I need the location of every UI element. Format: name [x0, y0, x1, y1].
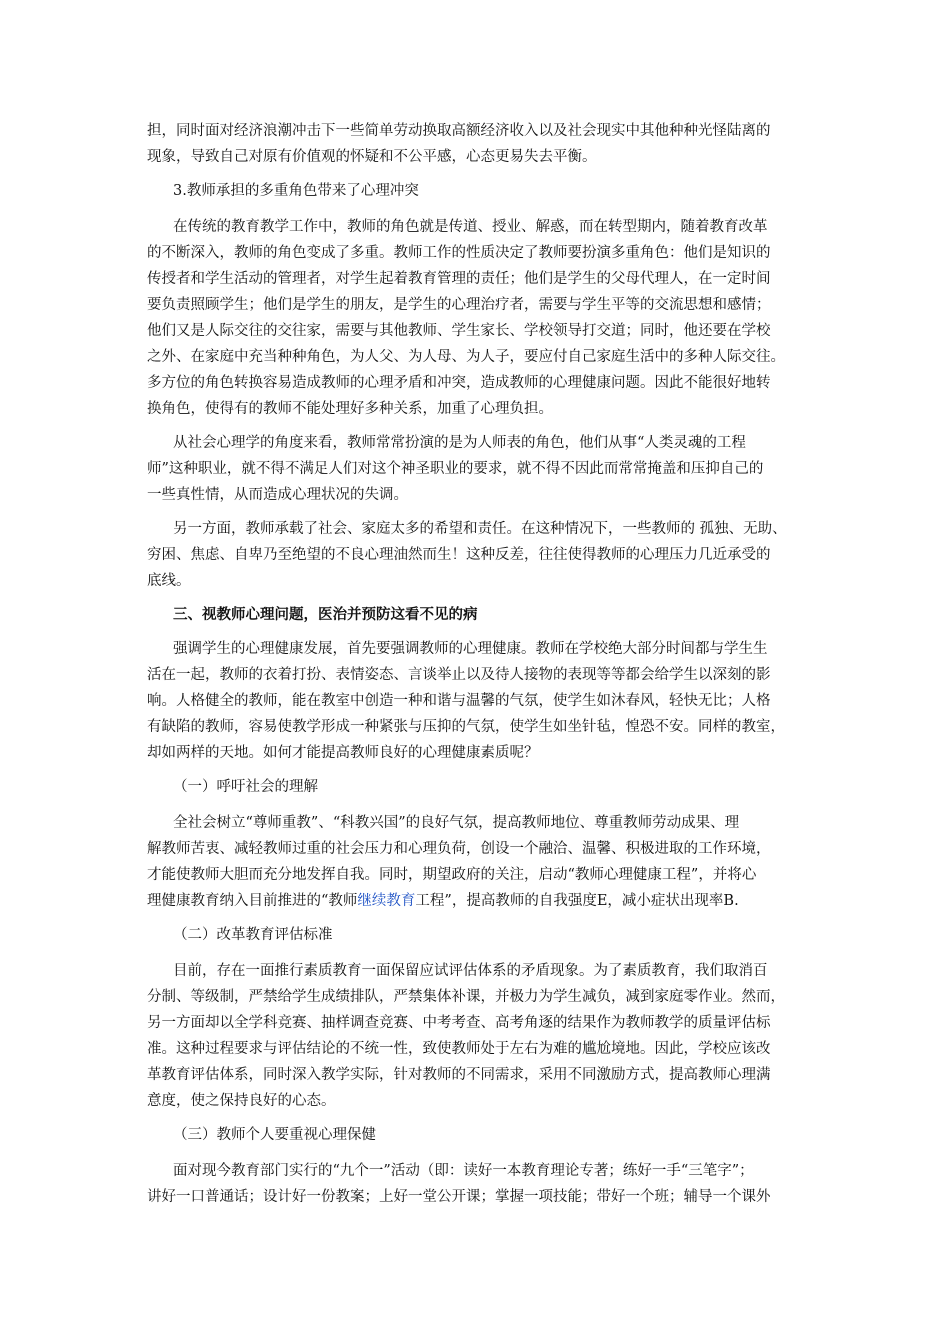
- text-line: 响。人格健全的教师，能在教室中创造一种和谐与温馨的气氛，使学生如沐春风，轻快无比；人格: [147, 693, 771, 709]
- paragraph-expectations: [147, 516, 803, 594]
- text-line: 从社会心理学的角度来看，教师常常扮演的是为人师表的角色，他们从事“人类灵魂的工程: [173, 435, 746, 451]
- paragraph-nine-ones: [147, 1158, 803, 1210]
- text-segment: 工程”，提高教师的自我强度E，减小症状出现率B.: [415, 893, 739, 909]
- section-heading-three: 三、视教师心理问题，医治并预防这看不见的病: [173, 606, 478, 623]
- text-line: 多方位的角色转换容易造成教师的心理矛盾和冲突，造成教师的心理健康问题。因此不能很好地转: [147, 375, 771, 391]
- text-line: 全社会树立“尊师重教”、“科教兴国”的良好气氛，提高教师地位、尊重教师劳动成果、理: [173, 815, 740, 831]
- text-line: 活在一起，教师的衣着打扮、表情姿态、言谈举止以及待人接物的表现等等都会给学生以深刻的影: [147, 667, 771, 683]
- text-line: 的不断深入，教师的角色变成了多重。教师工作的性质决定了教师要扮演多重角色：他们是知识的: [147, 245, 771, 261]
- text-line: 才能使教师大胆而充分地发挥自我。同时，期望政府的关注，启动“教师心理健康工程”，并将心: [147, 867, 757, 883]
- paragraph-value-conflict: [147, 118, 803, 170]
- paragraph-society-understanding: [147, 810, 803, 914]
- paragraph-teacher-mental-health: [147, 636, 803, 766]
- text-line: 分制、等级制，严禁给学生成绩排队，严禁集体补课，并极力为学生减负，减到家庭零作业。然而，: [147, 989, 785, 1005]
- continuing-education-link[interactable]: 继续教育: [357, 893, 416, 909]
- text-line: 一些真性情，从而造成心理状况的失调。: [147, 487, 408, 503]
- sub-heading-two: （二）改革教育评估标准: [173, 927, 333, 943]
- text-line: 要负责照顾学生；他们是学生的朋友，是学生的心理治疗者，需要与学生平等的交流思想和感情；: [147, 297, 771, 313]
- heading-multiple-roles: 3.教师承担的多重角色带来了心理冲突: [173, 183, 419, 199]
- text-line: 穷困、焦虑、自卑乃至绝望的不良心理油然而生！这种反差，往往使得教师的心理压力几近承受的: [147, 547, 771, 563]
- text-line: 师”这种职业，就不得不满足人们对这个神圣职业的要求，就不得不因此而常常掩盖和压抑自己的: [147, 461, 764, 477]
- paragraph-social-psychology: [147, 430, 803, 508]
- text-line: 有缺陷的教师，容易使教学形成一种紧张与压抑的气氛，使学生如坐针毡，惶恐不安。同样的教室，: [147, 719, 785, 735]
- text-line: 解教师苦衷、减轻教师过重的社会压力和心理负荷，创设一个融洽、温馨、积极进取的工作环境，: [147, 841, 771, 857]
- text-line: 却如两样的天地。如何才能提高教师良好的心理健康素质呢？: [147, 745, 539, 761]
- document-page: [147, 118, 803, 1218]
- text-line: 在传统的教育教学工作中，教师的角色就是传道、授业、解惑，而在转型期内，随着教育改革: [173, 219, 768, 235]
- paragraph-evaluation-reform: [147, 958, 803, 1114]
- text-line: 传授者和学生活动的管理者，对学生起着教育管理的责任；他们是学生的父母代理人，在一定时间: [147, 271, 771, 287]
- text-line: 底线。: [147, 573, 191, 589]
- text-line: 他们又是人际交往的交往家，需要与其他教师、学生家长、学校领导打交道；同时，他还要在学校: [147, 323, 771, 339]
- paragraph-roles: [147, 214, 803, 422]
- text-line: 面对现今教育部门实行的“九个一”活动（即：读好一本教育理论专著；练好一手“三笔字”；: [173, 1163, 754, 1179]
- text-line: 强调学生的心理健康发展，首先要强调教师的心理健康。教师在学校绝大部分时间都与学生生: [173, 641, 768, 657]
- text-line: 准。这种过程要求与评估结论的不统一性，致使教师处于左右为难的尴尬境地。因此，学校应该改: [147, 1041, 771, 1057]
- text-line: 意度，使之保持良好的心态。: [147, 1093, 336, 1109]
- sub-heading-one: （一）呼吁社会的理解: [173, 779, 318, 795]
- text-line: 之外、在家庭中充当种种角色，为人父、为人母、为人子，要应付自己家庭生活中的多种人际交往。: [147, 349, 785, 365]
- text-segment: 理健康教育纳入目前推进的“教师: [147, 893, 358, 909]
- text-line: 担，同时面对经济浪潮冲击下一些简单劳动换取高额经济收入以及社会现实中其他种种光怪陆离的: [147, 123, 771, 139]
- text-line: 讲好一口普通话；设计好一份教案；上好一堂公开课；掌握一项技能；带好一个班；辅导一个课外: [147, 1189, 771, 1205]
- text-line: 另一方面却以全学科竞赛、抽样调查竞赛、中考考查、高考角逐的结果作为教师教学的质量评估标: [147, 1015, 771, 1031]
- text-line: 换角色，使得有的教师不能处理好多种关系，加重了心理负担。: [147, 401, 553, 417]
- text-line: 目前，存在一面推行素质教育一面保留应试评估体系的矛盾现象。为了素质教育，我们取消百: [173, 963, 768, 979]
- text-line: 现象，导致自己对原有价值观的怀疑和不公平感，心态更易失去平衡。: [147, 149, 597, 165]
- text-line: 另一方面，教师承载了社会、家庭太多的希望和责任。在这种情况下，一些教师的 孤独、无助、: [173, 521, 787, 537]
- sub-heading-three: （三）教师个人要重视心理保健: [173, 1127, 376, 1143]
- text-line-with-link: [147, 888, 803, 914]
- text-line: 革教育评估体系，同时深入教学实际，针对教师的不同需求，采用不同激励方式，提高教师心理满: [147, 1067, 771, 1083]
